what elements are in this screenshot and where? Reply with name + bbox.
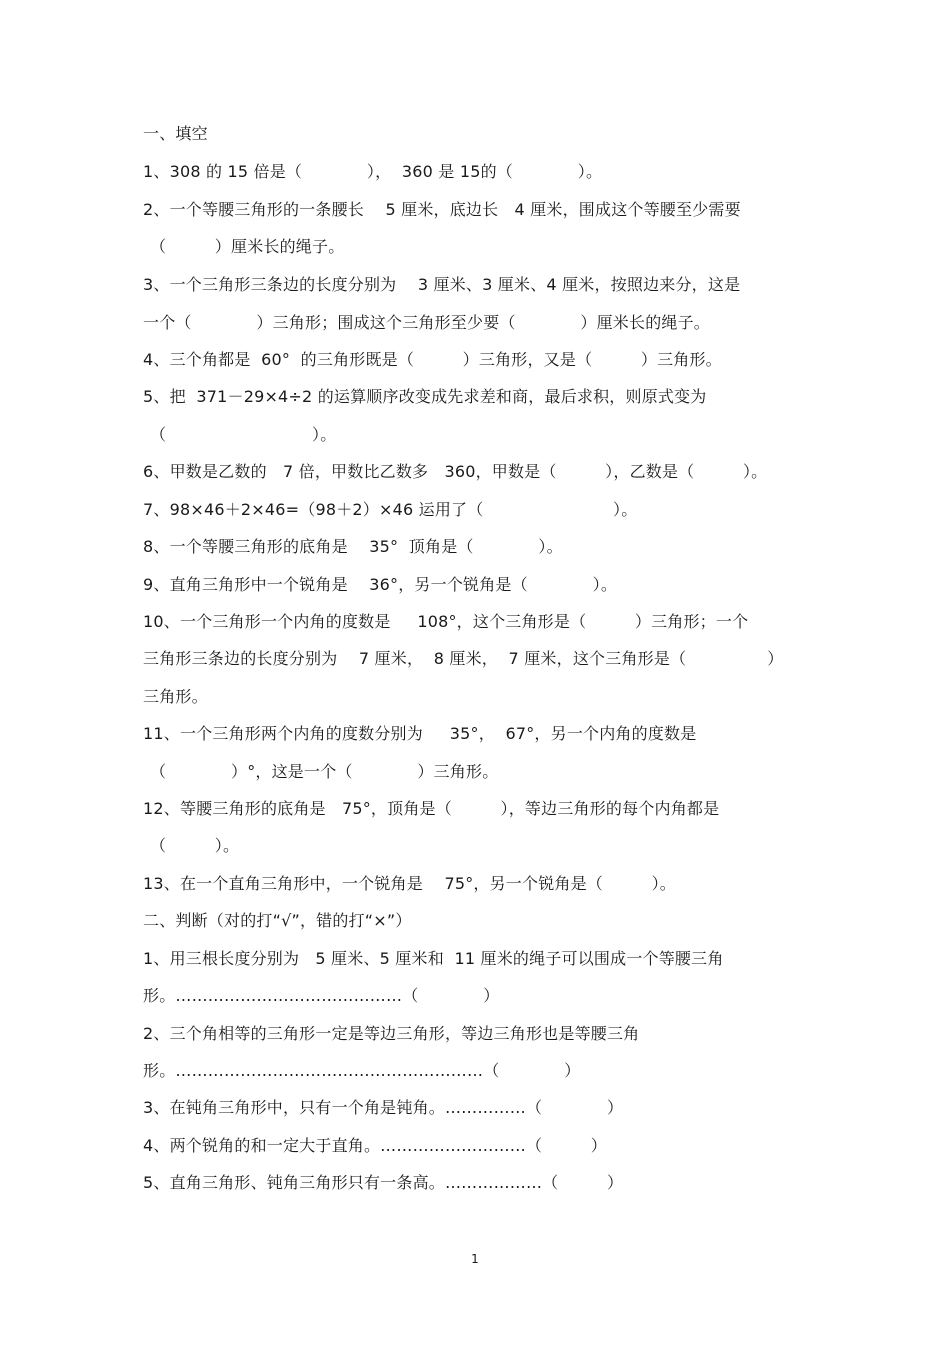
judgement-line: 形。…………………………………………………（ ） (143, 1061, 581, 1080)
question-line: 9、直角三角形中一个锐角是 36°，另一个锐角是（ ）。 (143, 575, 618, 594)
question-line: 11、一个三角形两个内角的度数分别为 35°， 67°，另一个内角的度数是 (143, 724, 697, 743)
question-line: 2、一个等腰三角形的一条腰长 5 厘米，底边长 4 厘米，围成这个等腰至少需要 (143, 200, 741, 219)
judgement-line: 5、直角三角形、钝角三角形只有一条高。………………（ ） (143, 1173, 624, 1192)
question-line: （ ）。 (150, 425, 337, 444)
question-line: 三角形三条边的长度分别为 7 厘米， 8 厘米， 7 厘米，这个三角形是（ ） (143, 649, 784, 668)
judgement-line: 3、在钝角三角形中，只有一个角是钝角。……………（ ） (143, 1098, 624, 1117)
question-line: 三角形。 (143, 687, 208, 706)
question-line: 一个（ ）三角形；围成这个三角形至少要（ ）厘米长的绳子。 (143, 313, 711, 332)
question-line: 7、98×46＋2×46=（98＋2）×46 运用了（ ）。 (143, 500, 638, 519)
question-line: 5、把 371－29×4÷2 的运算顺序改变成先求差和商，最后求积，则原式变为 (143, 387, 707, 406)
question-line: （ ）°，这是一个（ ）三角形。 (150, 762, 499, 781)
question-line: （ ）厘米长的绳子。 (150, 237, 345, 256)
section-heading-true-false: 二、判断（对的打“√”，错的打“×”） (143, 911, 412, 930)
question-line: 13、在一个直角三角形中，一个锐角是 75°，另一个锐角是（ ）。 (143, 874, 677, 893)
question-line: 4、三个角都是 60° 的三角形既是（ ）三角形，又是（ ）三角形。 (143, 350, 722, 369)
question-line: 1、308 的 15 倍是（ ）， 360 是 15的（ ）。 (143, 162, 603, 181)
page-number: 1 (471, 1252, 479, 1266)
question-line: （ ）。 (150, 836, 240, 855)
judgement-line: 1、用三根长度分别为 5 厘米、5 厘米和 11 厘米的绳子可以围成一个等腰三角 (143, 949, 724, 968)
judgement-line: 形。……………………………………（ ） (143, 986, 500, 1005)
judgement-line: 4、两个锐角的和一定大于直角。………………………（ ） (143, 1136, 607, 1155)
question-line: 3、一个三角形三条边的长度分别为 3 厘米、3 厘米、4 厘米，按照边来分，这是 (143, 275, 741, 294)
question-line: 8、一个等腰三角形的底角是 35° 顶角是（ ）。 (143, 537, 563, 556)
question-line: 12、等腰三角形的底角是 75°，顶角是（ ），等边三角形的每个内角都是 (143, 799, 720, 818)
section-heading-fill-blank: 一、填空 (143, 124, 208, 143)
question-line: 6、甲数是乙数的 7 倍，甲数比乙数多 360，甲数是（ ），乙数是（ ）。 (143, 462, 768, 481)
question-line: 10、一个三角形一个内角的度数是 108°，这个三角形是（ ）三角形；一个 (143, 612, 749, 631)
judgement-line: 2、三个角相等的三角形一定是等边三角形，等边三角形也是等腰三角 (143, 1024, 640, 1043)
